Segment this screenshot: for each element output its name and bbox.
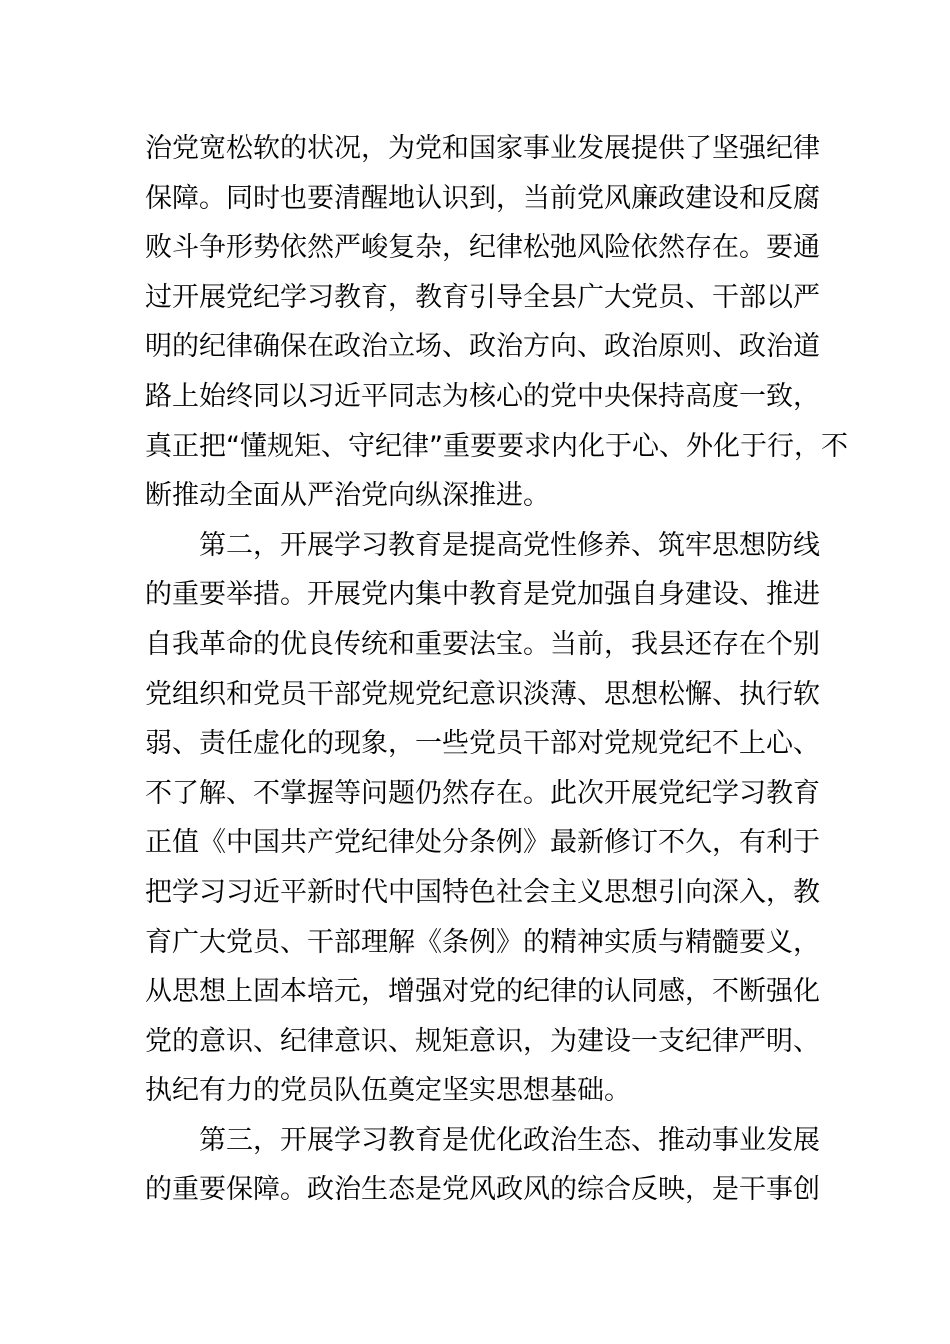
text-line: 育广大党员、干部理解《条例》的精神实质与精髓要义， <box>145 926 820 958</box>
text-line: 正值《中国共产党纪律处分条例》最新修订不久，有利于 <box>145 827 820 859</box>
text-line: 败斗争形势依然严峻复杂，纪律松弛风险依然存在。要通 <box>145 232 820 264</box>
text-line: 不了解、不掌握等问题仍然存在。此次开展党纪学习教育 <box>145 777 820 809</box>
text-line: 明的纪律确保在政治立场、政治方向、政治原则、政治道 <box>145 331 820 363</box>
text-line: 党组织和党员干部党规党纪意识淡薄、思想松懈、执行软 <box>145 678 820 710</box>
text-line: 第二，开展学习教育是提高党性修养、筑牢思想防线 <box>199 529 820 561</box>
text-line: 弱、责任虚化的现象，一些党员干部对党规党纪不上心、 <box>145 728 820 760</box>
text-line: 的重要保障。政治生态是党风政风的综合反映，是干事创 <box>145 1174 820 1206</box>
text-line: 真正把“懂规矩、守纪律”重要要求内化于心、外化于行，不 <box>145 430 848 462</box>
text-line: 治党宽松软的状况，为党和国家事业发展提供了坚强纪律 <box>145 133 820 164</box>
text-line: 从思想上固本培元，增强对党的纪律的认同感，不断强化 <box>145 976 820 1008</box>
text-line: 党的意识、纪律意识、规矩意识，为建设一支纪律严明、 <box>145 1025 820 1057</box>
document-body <box>145 124 848 1215</box>
text-line: 断推动全面从严治党向纵深推进。 <box>145 480 550 512</box>
text-line: 过开展党纪学习教育，教育引导全县广大党员、干部以严 <box>145 281 820 313</box>
paragraph-second-point <box>145 521 820 1116</box>
text-line: 的重要举措。开展党内集中教育是党加强自身建设、推进 <box>145 579 820 611</box>
paragraph-third-point <box>145 1116 820 1215</box>
text-line: 路上始终同以习近平同志为核心的党中央保持高度一致， <box>145 380 820 412</box>
text-line: 自我革命的优良传统和重要法宝。当前，我县还存在个别 <box>145 628 820 660</box>
text-line: 第三，开展学习教育是优化政治生态、推动事业发展 <box>199 1124 820 1156</box>
paragraph-continuation <box>145 124 848 521</box>
text-line: 保障。同时也要清醒地认识到，当前党风廉政建设和反腐 <box>145 182 820 214</box>
text-line: 执纪有力的党员队伍奠定坚实思想基础。 <box>145 1075 631 1107</box>
text-line: 把学习习近平新时代中国特色社会主义思想引向深入，教 <box>145 876 820 908</box>
